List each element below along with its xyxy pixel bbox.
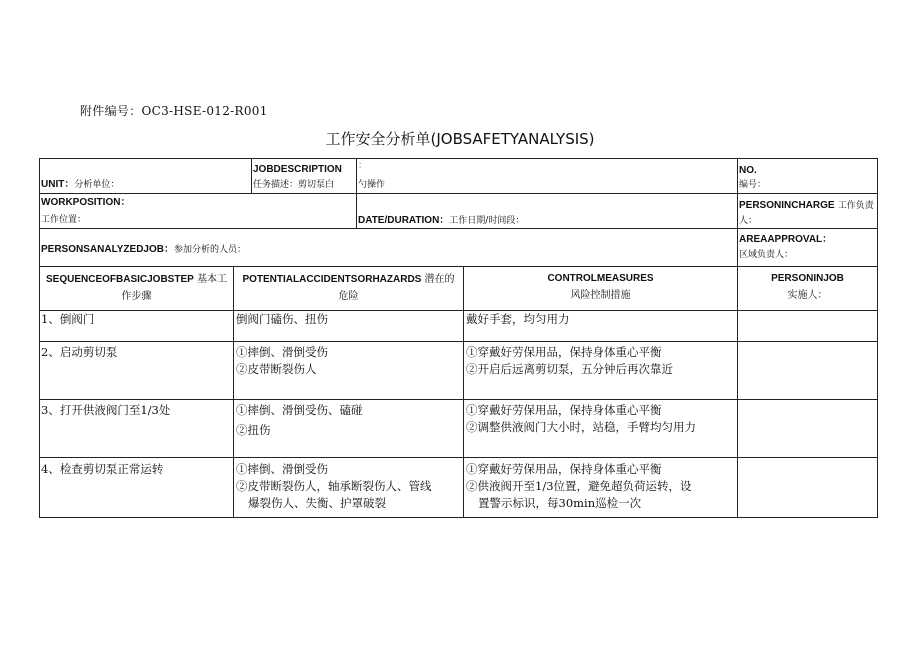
hazard-line: 倒阀门磕伤、扭伤 [236,312,328,326]
table-row-1-step: 1、倒阀门 [41,312,95,326]
hazard-line: ①摔倒、滑倒受伤、磕碰 [236,403,363,417]
column-header-hazards-cn2: 危险 [338,291,359,302]
table-row-3-hazards [236,402,363,439]
person-in-charge-field [739,199,874,213]
job-description-value: 任务描述：剪切泵白 [253,180,335,190]
column-header-person-en: PERSONINJOB [771,273,844,284]
hazard-line: ①摔倒、滑倒受伤 [236,462,328,476]
table-row-1-hazards [236,311,328,328]
table-row-1-controls [466,311,570,328]
table-row-2-step: 2、启动剪切泵 [41,345,118,359]
unit-label-cn: 分析单位： [74,180,120,190]
job-description-value-cont: 勺操作 [358,180,386,190]
column-header-sequence-cn2: 作步骤 [121,291,152,302]
column-header-person [738,270,877,304]
column-header-person-cn: 实施人： [787,290,828,301]
job-description-label: JOBDESCRIPTION [253,164,342,175]
column-header-sequence [40,271,233,305]
column-header-hazards [234,271,463,305]
job-description-colon: ： [358,161,368,171]
number-label-cn: 编号： [739,180,767,190]
person-in-charge-label-cn2: 人： [739,216,758,226]
control-line: ②开启后远离剪切泵，五分钟后再次靠近 [466,362,673,376]
date-duration-field [358,214,524,228]
hazard-line: ①摔倒、滑倒受伤 [236,345,328,359]
control-line: ②调整供液阀门大小时，站稳，手臂均匀用力 [466,420,696,434]
date-duration-label-cn: 工作日期/时间段： [449,216,525,226]
work-position-label-cn: 工作位置： [41,215,87,225]
area-approval-label: AREAAPPROVAL： [739,234,833,245]
person-in-job-column[interactable] [738,311,877,517]
hazard-line: 爆裂伤人、失衡、护罩破裂 [248,496,386,510]
page-title: 工作安全分析单(JOBSAFETYANALYSIS) [325,130,595,148]
area-approval-label-cn: 区域负责人： [739,250,794,260]
column-header-control-cn: 风险控制措施 [570,290,631,301]
person-in-charge-label-cn: 工作负责 [837,201,874,211]
number-label: NO. [739,165,757,176]
unit-field [41,178,119,192]
control-line: 置警示标识，每30min巡检一次 [478,496,642,510]
control-line: ①穿戴好劳保用品，保持身体重心平衡 [466,345,662,359]
unit-label: UNIT： [41,179,75,190]
table-row-3-controls [466,402,696,436]
column-header-hazards-en: POTENTIALACCIDENTSORHAZARDS [242,274,422,285]
persons-analyzed-field [41,243,246,257]
column-header-control-en: CONTROLMEASURES [547,273,654,284]
hazard-line: ②皮带断裂伤人 [236,362,317,376]
control-line: ②供液阀开至1/3位置，避免超负荷运转，设 [466,479,692,493]
table-row-4-hazards [236,461,432,512]
table-row-2-hazards [236,344,328,378]
column-header-sequence-en: SEQUENCEOFBASICJOBSTEP [46,274,194,285]
column-header-hazards-cn1: 潜在的 [424,274,455,285]
column-header-sequence-cn1: 基本工 [197,274,227,285]
persons-analyzed-label: PERSONSANALYZEDJOB： [41,244,174,255]
table-row-4-step: 4、检查剪切泵正常运转 [41,462,164,476]
control-line: ①穿戴好劳保用品，保持身体重心平衡 [466,462,662,476]
date-duration-label: DATE/DURATION： [358,215,450,226]
work-position-label: WORKPOSITION： [41,197,131,208]
hazard-line: ②皮带断裂伤人，轴承断裂伤人、管线 [236,479,432,493]
hazard-line: ②扭伤 [236,423,271,437]
control-line: 戴好手套，均匀用力 [466,312,570,326]
table-row-2-controls [466,344,673,378]
table-row-4-controls [466,461,692,512]
persons-analyzed-label-cn: 参加分析的人员： [174,245,247,255]
table-row-3-step: 3、打开供液阀门至1/3处 [41,403,171,417]
document-number: 附件编号：OC3-HSE-012-R001 [80,104,268,118]
column-header-control [464,270,737,304]
control-line: ①穿戴好劳保用品，保持身体重心平衡 [466,403,662,417]
person-in-charge-label: PERSONINCHARGE [739,200,835,211]
